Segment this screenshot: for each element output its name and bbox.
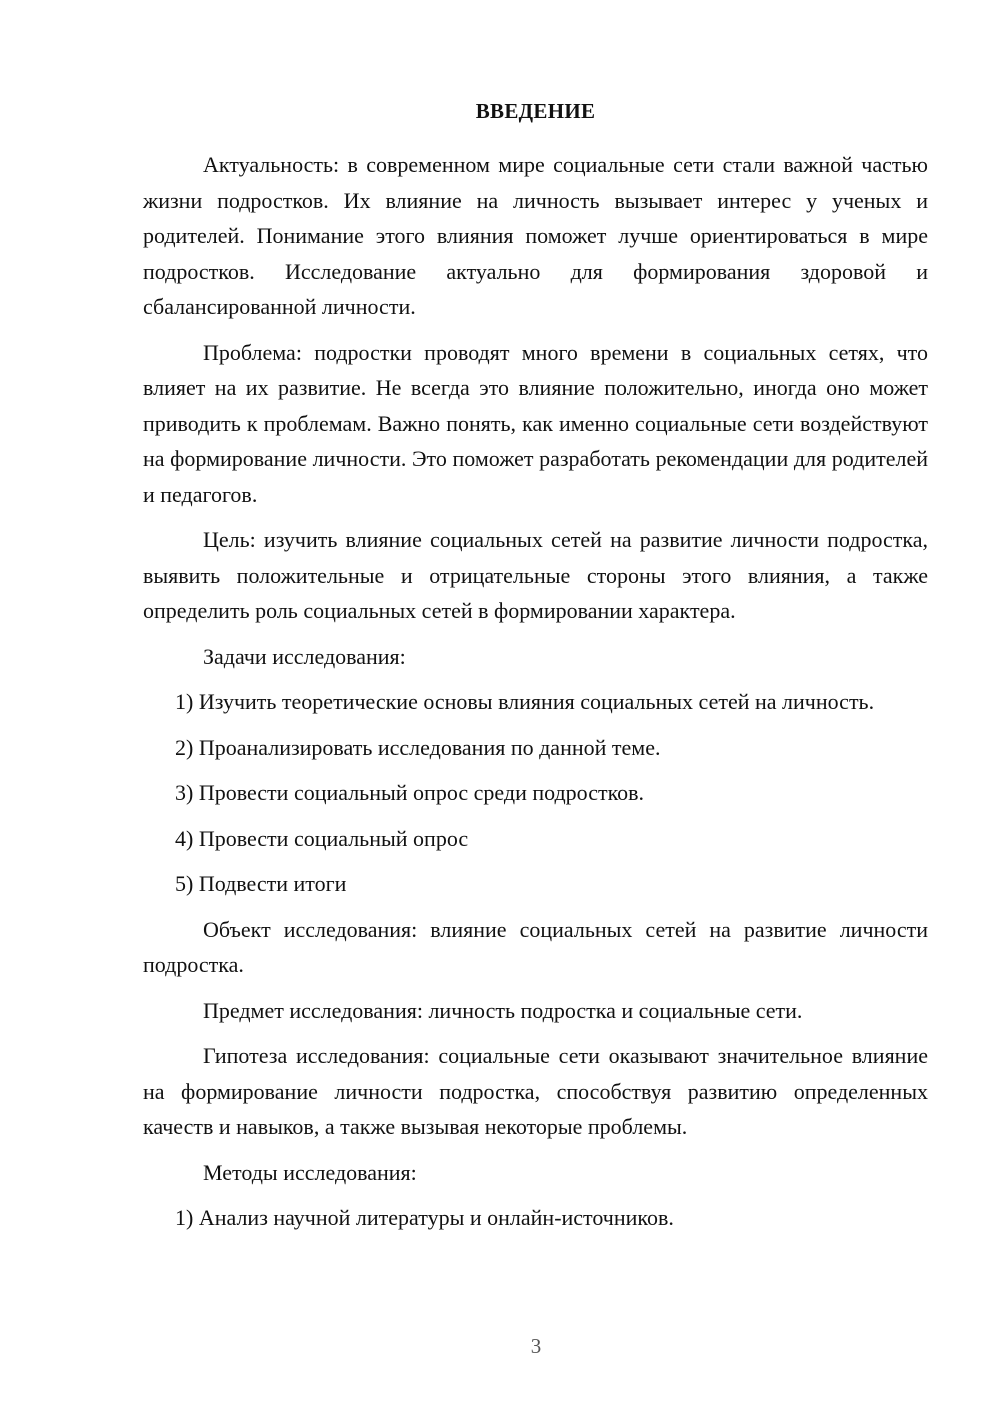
paragraph-hypothesis: Гипотеза исследования: социальные сети оказывают значительное влияние на формирование личности подростка, способствуя развитию определенных качеств и навыков, а также вызывая некоторые проблемы. <box>143 1043 928 1139</box>
paragraph-object: Объект исследования: влияние социальных сетей на развитие личности подростка. <box>143 916 928 977</box>
paragraph-subject: Предмет исследования: личность подростка и социальные сети. <box>203 997 803 1023</box>
page-content <box>143 97 928 1236</box>
paragraph-methods-heading: Методы исследования: <box>203 1159 417 1185</box>
paragraph-relevance: Актуальность: в современном мире социальные сети стали важной частью жизни подростков. Их влияние на личность вызывает интерес у ученых и родителей. Понимание этого влияния поможет лучше ориентироваться в мире подростков. Исследование актуально для формирования здоровой и сбалансированной личности. <box>143 152 928 319</box>
task-item-3: 3) Провести социальный опрос среди подростков. <box>175 780 645 805</box>
section-title: ВВЕДЕНИЕ <box>475 99 596 123</box>
task-item-2: 2) Проанализировать исследования по данной теме. <box>175 734 661 760</box>
page-number: 3 <box>530 1334 542 1358</box>
task-item-4: 4) Провести социальный опрос <box>175 825 469 851</box>
paragraph-tasks-heading: Задачи исследования: <box>203 643 406 669</box>
paragraph-goal: Цель: изучить влияние социальных сетей на развитие личности подростка, выявить положительные и отрицательные стороны этого влияния, а также определить роль социальных сетей в формировании характера. <box>143 527 928 623</box>
paragraph-problem: Проблема: подростки проводят много времени в социальных сетях, что влияет на их развитие. Не всегда это влияние положительно, иногда оно может приводить к проблемам. Важно понять, как именно социальные сети воздействуют на формирование личности. Это поможет разработать рекомендации для родителей и педагогов. <box>143 339 928 507</box>
task-item-1: 1) Изучить теоретические основы влияния социальных сетей на личность. <box>175 689 875 714</box>
task-item-5: 5) Подвести итоги <box>175 871 347 896</box>
method-item-1: 1) Анализ научной литературы и онлайн-источников. <box>175 1205 674 1230</box>
